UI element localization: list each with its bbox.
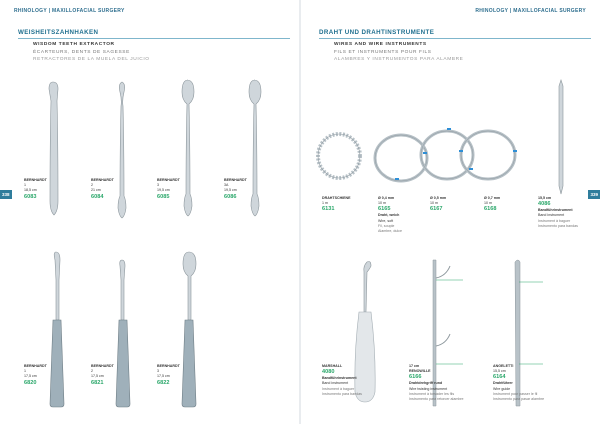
- item-code: 6167: [430, 206, 443, 213]
- wire-coil-07-image: [457, 126, 519, 184]
- item-length: 17 cm: [409, 364, 420, 368]
- item-length: 17,5 cm: [91, 374, 104, 379]
- item-desc-en: Wire, soft: [378, 218, 394, 223]
- left-page: [0, 0, 299, 424]
- bernhardt-2-handle-extractor-image: [110, 258, 136, 408]
- section-rule: [319, 38, 591, 39]
- item-label-renowille: [409, 364, 464, 402]
- item-desc-es: Instrumento para bandas: [538, 223, 578, 228]
- item-label-marshall: [322, 364, 362, 397]
- item-length: 15,5 cm: [538, 196, 552, 200]
- item-desc-en: Wire guide: [493, 386, 511, 391]
- item-name: RENOWILLE: [409, 369, 431, 374]
- item-label-bernhardt-3a: [224, 178, 247, 201]
- item-code: 4086: [538, 201, 551, 208]
- item-label-wire-05: [430, 196, 446, 213]
- wire-splint-coil-image: [313, 128, 365, 184]
- item-label-angeletti: [493, 364, 544, 402]
- item-desc-de: Draht, weich: [378, 213, 400, 218]
- item-name: BERNHARDT: [224, 178, 247, 182]
- item-label-bernhardt-handle-2: [91, 364, 114, 387]
- bernhardt-3-handle-extractor-image: [176, 250, 202, 408]
- item-desc-de: Drahtdrehgriff rund: [409, 381, 443, 386]
- item-desc-en: Band instrument: [322, 381, 349, 386]
- item-label-wire-splint: [322, 196, 351, 213]
- item-name: DRAHTSCHIENE: [322, 196, 351, 200]
- item-length: 19,5 cm: [157, 188, 170, 193]
- item-length: 18,5 cm: [24, 188, 37, 193]
- item-desc-es: Instrumento para pasar alambre: [493, 397, 545, 402]
- item-label-wire-04: [378, 196, 402, 234]
- item-code: 6822: [157, 379, 170, 386]
- item-length: 19,5 cm: [224, 188, 237, 193]
- item-desc-de: Bandführinstrument: [538, 208, 573, 213]
- running-head: RHINOLOGY | MAXILLOFACIAL SURGERY: [475, 8, 586, 14]
- item-desc-fr: Fil, souple: [378, 223, 395, 228]
- item-variant: 3: [157, 183, 159, 188]
- item-name: Ø 0,5 mm: [430, 196, 447, 200]
- item-label-bernhardt-2: [91, 178, 114, 201]
- item-variant: 3: [157, 369, 159, 374]
- item-name: BERNHARDT: [91, 364, 114, 368]
- item-desc-en: Band instrument: [538, 213, 565, 218]
- item-desc-de: Drahtführer: [493, 381, 513, 386]
- item-code: 6821: [91, 379, 104, 386]
- item-desc-es: Instrumento para bandas: [322, 391, 362, 396]
- item-code: 6166: [409, 374, 422, 381]
- item-length: 1 m: [322, 201, 328, 206]
- item-desc-fr: Instrument à torsader les fils: [409, 391, 455, 396]
- section-title: WEISHEITSZAHNHAKEN: [18, 29, 99, 36]
- subtitle-en: WIRES AND WIRE INSTRUMENTS: [334, 42, 427, 47]
- item-variant: 3A: [224, 183, 229, 188]
- item-label-band-instrument: [538, 196, 578, 229]
- item-desc-de: Bandführinstrument: [322, 376, 357, 381]
- item-code: 6083: [24, 193, 37, 200]
- section-title: DRAHT UND DRAHTINSTRUMENTE: [319, 29, 435, 36]
- item-desc-fr: Instrument pour passer le fil: [493, 391, 538, 396]
- item-name: BERNHARDT: [91, 178, 114, 182]
- bernhardt-2-extractor-image: [111, 80, 133, 220]
- item-label-bernhardt-1: [24, 178, 47, 201]
- item-code: 6164: [493, 374, 506, 381]
- item-variant: 1: [24, 183, 26, 188]
- item-desc-fr: Instrument à baguer: [322, 386, 355, 391]
- item-name: BERNHARDT: [24, 178, 47, 182]
- item-length: 10 m: [378, 201, 386, 206]
- section-rule: [18, 38, 290, 39]
- item-label-bernhardt-handle-1: [24, 364, 47, 387]
- item-variant: 2: [91, 369, 93, 374]
- item-length: 17,5 cm: [157, 374, 170, 379]
- item-code: 6084: [91, 193, 104, 200]
- item-code: 6131: [322, 206, 335, 213]
- item-code: 6086: [224, 193, 237, 200]
- running-head: RHINOLOGY | MAXILLOFACIAL SURGERY: [14, 8, 125, 14]
- bernhardt-1-extractor-image: [44, 80, 66, 220]
- item-name: Ø 0,4 mm: [378, 196, 395, 200]
- item-name: ANGELETTI: [493, 364, 514, 368]
- item-name: Ø 0,7 mm: [484, 196, 501, 200]
- item-code: 6085: [157, 193, 170, 200]
- item-name: BERNHARDT: [157, 364, 180, 368]
- right-page: [301, 0, 600, 424]
- item-code: 4080: [322, 369, 335, 376]
- item-name: BERNHARDT: [24, 364, 47, 368]
- item-label-bernhardt-3: [157, 178, 180, 201]
- band-instrument-image: [554, 78, 568, 196]
- item-code: 6165: [378, 206, 391, 213]
- bernhardt-1-handle-extractor-image: [44, 250, 70, 408]
- item-variant: 1: [24, 369, 26, 374]
- page-number: 338: [2, 192, 10, 197]
- item-desc-es: Instrumento para retorcer alambre: [409, 397, 464, 402]
- item-variant: 2: [91, 183, 93, 188]
- item-length: 15,5 cm: [493, 369, 506, 374]
- item-name: BERNHARDT: [157, 178, 180, 182]
- subtitle-es: RETRACTORES DE LA MUELA DEL JUICIO: [33, 57, 150, 62]
- item-desc-es: Alambre, dulce: [378, 229, 402, 234]
- item-desc-fr: Instrument à baguer: [538, 218, 571, 223]
- item-code: 6168: [484, 206, 497, 213]
- item-label-bernhardt-handle-3: [157, 364, 180, 387]
- item-length: 21 cm: [91, 188, 101, 193]
- subtitle-fr: ÉCARTEURS, DENTS DE SAGESSE: [33, 50, 130, 55]
- item-length: 10 m: [430, 201, 438, 206]
- item-length: 10 m: [484, 201, 492, 206]
- subtitle-fr: FILS ET INSTRUMENTS POUR FILS: [334, 50, 432, 55]
- item-code: 6820: [24, 379, 37, 386]
- page-number: 339: [590, 192, 598, 197]
- item-name: MARSHALL: [322, 364, 343, 368]
- item-length: 17,5 cm: [24, 374, 37, 379]
- subtitle-es: ALAMBRES Y INSTRUMENTOS PARA ALAMBRE: [334, 57, 464, 62]
- item-label-wire-07: [484, 196, 500, 213]
- item-desc-en: Wire twisting instrument: [409, 386, 448, 391]
- subtitle-en: WISDOM TEETH EXTRACTOR: [33, 42, 115, 47]
